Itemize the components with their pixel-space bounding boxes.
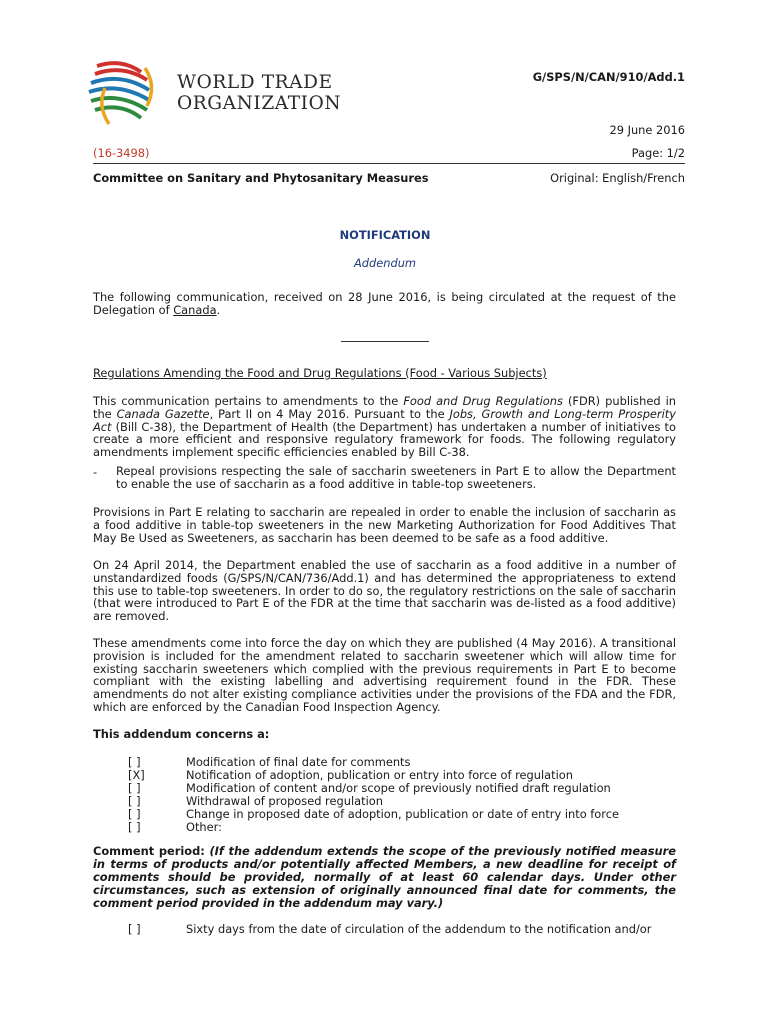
comment-option-text: Sixty days from the date of circulation of the addendum to the notification and/or xyxy=(186,922,652,936)
committee-name: Committee on Sanitary and Phytosanitary Measures xyxy=(93,171,429,185)
concern-label: Notification of adoption, publication or entry into force of regulation xyxy=(186,768,573,782)
comment-period-label: Comment period: xyxy=(93,844,205,858)
paragraph-3-text: On 24 April 2014, the Department enabled the use of saccharin as a food additive in a number of unstandardized foods (G/SPS/N/CAN/736/Add.1) and has determined the appropriateness to extend this use to table-top sweeteners. In order to do so, the regulatory restrictions on the sale of saccharin (that were introduced to Part E of the FDR at the time that saccharin was de-listed as a food additive) are removed. xyxy=(93,558,676,624)
concern-item xyxy=(128,781,688,794)
concern-label: Change in proposed date of adoption, publication or date of entry into force xyxy=(186,807,619,821)
concern-label: Modification of final date for comments xyxy=(186,755,411,769)
comment-period xyxy=(93,845,676,910)
intro-country: Canada xyxy=(173,302,217,317)
original-language: Original: English/French xyxy=(550,171,685,185)
checkbox-mark: [ ] xyxy=(128,755,141,769)
document-date: 29 June 2016 xyxy=(609,123,685,137)
reference-number: (16-3498) xyxy=(93,146,150,160)
para1-d: (Bill C-38), the Department of Health (the Department) has undertaken a number of initiatives to create a more efficient and responsive regulatory framework for foods. The following regulatory amendments implement specific efficiencies enabled by Bill C-38. xyxy=(93,419,676,460)
comment-period-text: (If the addendum extends the scope of the previously notified measure in terms of products and/or potentially affected Members, a new deadline for receipt of comments should be provided, normally of at least 60 calendar days. Under other circumstances, such as extension of originally announced final date for comments, the comment period provided in the addendum may vary.) xyxy=(93,844,676,910)
paragraph-1 xyxy=(93,395,676,459)
concern-item xyxy=(128,755,688,768)
section-separator xyxy=(341,341,429,342)
checkbox-mark: [ ] xyxy=(128,820,141,834)
para1-fdr: Food and Drug Regulations xyxy=(403,394,563,408)
para1-a: This communication pertains to amendments to the xyxy=(93,394,404,408)
intro-paragraph xyxy=(93,291,676,317)
subject-text: Regulations Amending the Food and Drug Regulations (Food - Various Subjects) xyxy=(93,366,547,380)
page-number: Page: 1/2 xyxy=(631,146,685,160)
concern-label: Modification of content and/or scope of previously notified draft regulation xyxy=(186,781,611,795)
org-name-line1: WORLD TRADE xyxy=(177,72,333,93)
concern-item xyxy=(128,820,688,833)
paragraph-4-text: These amendments come into force the day on which they are published (4 May 2016). A transitional provision is included for the amendment related to saccharin sweetener which will allow time for existing saccharin sweeteners which complied with the previous requirements in Part E to become compliant with the existing labelling and advertising requirement found in the FDR. These amendments do not alter existing compliance activities under the provisions of the FDA and the FDR, which are enforced by the Canadian Food Inspection Agency. xyxy=(93,636,676,714)
bullet-text: Repeal provisions respecting the sale of saccharin sweeteners in Part E to allow the Department to enable the use of saccharin as a food additive in table-top sweeteners. xyxy=(116,464,676,491)
concerns-heading: This addendum concerns a: xyxy=(93,727,270,741)
checkbox-mark: [ ] xyxy=(128,922,141,936)
concern-item xyxy=(128,807,688,820)
org-name-line2: ORGANIZATION xyxy=(177,93,342,114)
para1-act: Jobs, Growth and Long-term Prosperity Act xyxy=(93,406,676,434)
document-symbol: G/SPS/N/CAN/910/Add.1 xyxy=(532,70,685,84)
notification-title: NOTIFICATION xyxy=(339,228,431,242)
concern-label: Withdrawal of proposed regulation xyxy=(186,794,383,808)
paragraph-2-text: Provisions in Part E relating to saccharin are repealed in order to enable the inclusion of saccharin as a food additive in table-top sweeteners in the new Marketing Authorization for Food Additives That May Be Used as Sweeteners, as saccharin has been deemed to be safe as a food additive. xyxy=(93,505,676,545)
checkbox-mark: [ ] xyxy=(128,781,141,795)
wto-logo xyxy=(83,58,343,128)
concern-label: Other: xyxy=(186,820,222,834)
subject-heading xyxy=(93,367,676,380)
header-divider xyxy=(93,163,685,164)
addendum-subtitle: Addendum xyxy=(353,256,417,270)
checkbox-mark: [ ] xyxy=(128,807,141,821)
org-name xyxy=(177,72,341,114)
checkbox-mark: [X] xyxy=(128,768,145,782)
para1-b: (FDR) published in the xyxy=(93,394,677,421)
checkbox-mark: [ ] xyxy=(128,794,141,808)
paragraph-4 xyxy=(93,637,676,714)
para1-gazette: Canada Gazette xyxy=(116,406,210,421)
paragraph-2 xyxy=(93,506,676,544)
bullet-dash: - xyxy=(93,465,98,479)
paragraph-3 xyxy=(93,559,676,623)
concern-item xyxy=(128,768,688,781)
wto-emblem-icon xyxy=(83,58,173,128)
intro-end: . xyxy=(216,302,221,317)
intro-text: The following communication, received on 28 June 2016, is being circulated at the request of the Delegation of xyxy=(93,290,676,317)
concern-item xyxy=(128,794,688,807)
para1-c: , Part II on 4 May 2016. Pursuant to the xyxy=(209,406,450,421)
